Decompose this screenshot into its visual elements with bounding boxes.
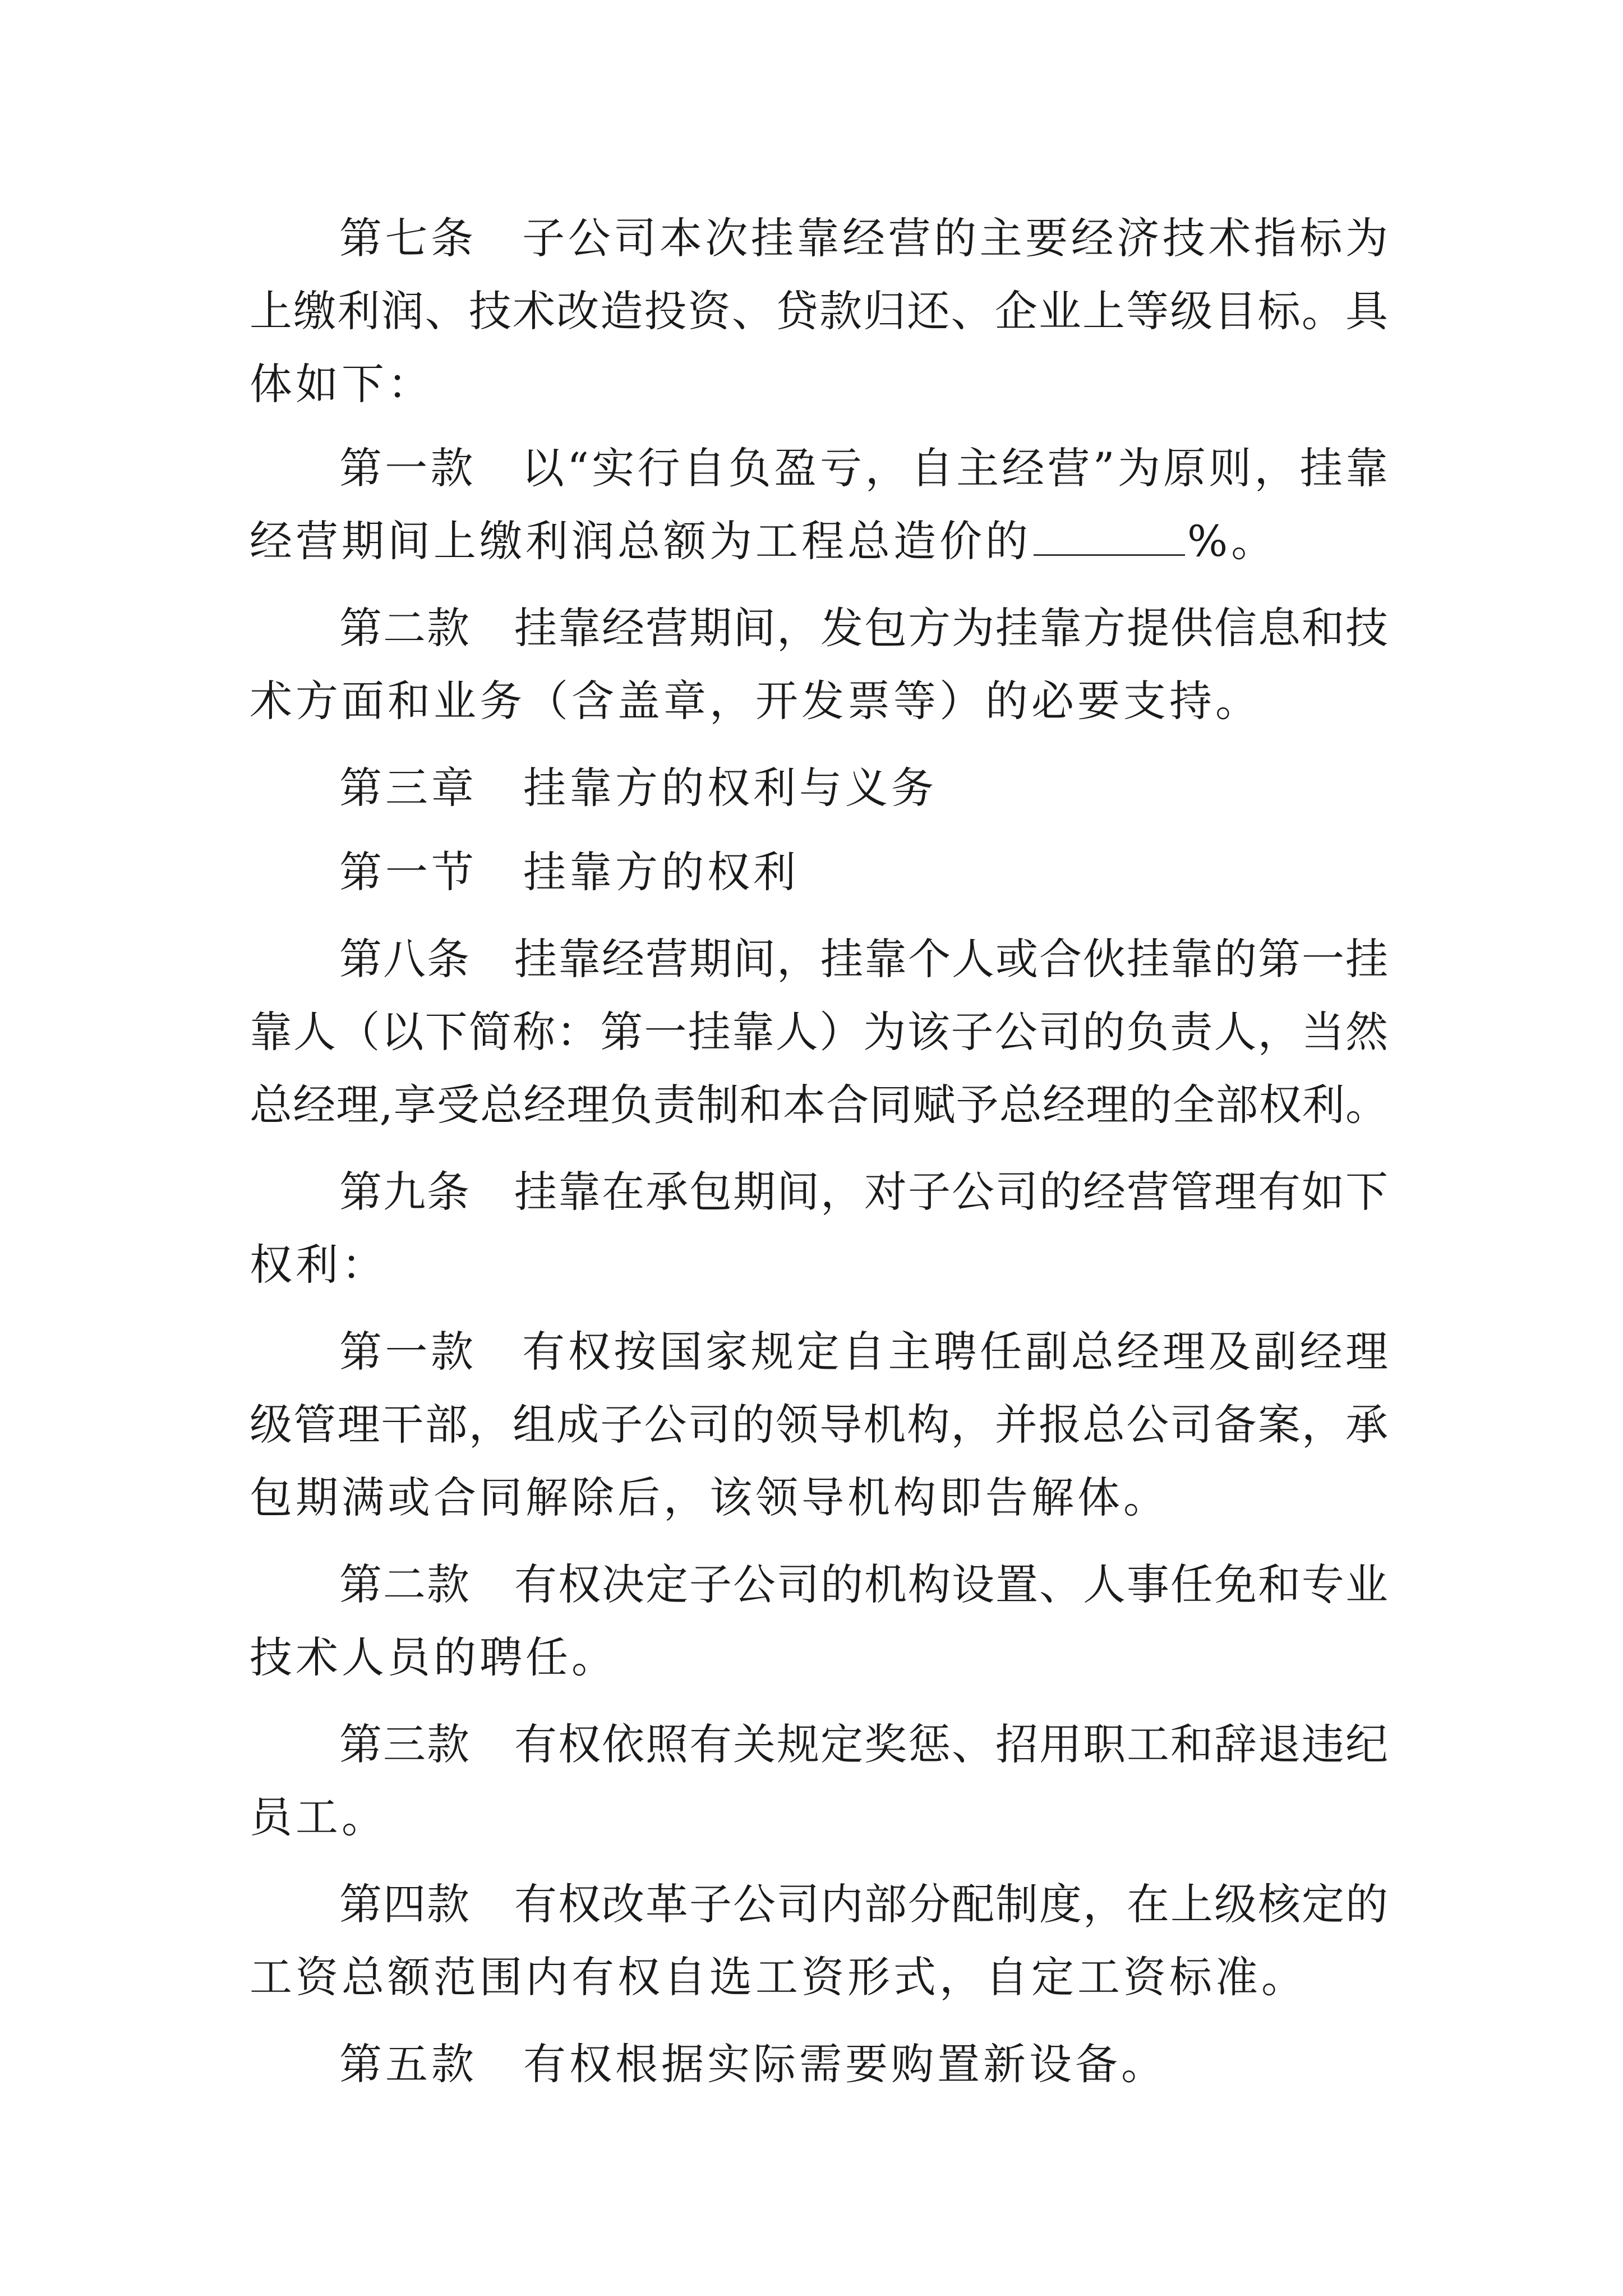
paragraph-line: 工资总额范围内有权自选工资形式，自定工资标准。 xyxy=(250,1952,1307,2002)
paragraph-line: 第四款 有权改革子公司内部分配制度，在上级核定的 xyxy=(339,1879,1388,1929)
paragraph-line: 员工。 xyxy=(250,1792,388,1842)
paragraph-line: 第一款 以“实行自负盈亏，自主经营”为原则，挂靠 xyxy=(339,443,1388,493)
paragraph-line: 总经理,享受总经理负责制和本合同赋予总经理的全部权利。 xyxy=(250,1080,1388,1130)
line-text: %。 xyxy=(1187,516,1278,566)
paragraph-line xyxy=(250,505,1388,578)
paragraph-line: 级管理干部，组成子公司的领导机构，并报总公司备案，承 xyxy=(250,1400,1388,1450)
paragraph-line: 体如下： xyxy=(250,359,434,409)
paragraph-line: 包期满或合同解除后，该领导机构即告解体。 xyxy=(250,1473,1169,1522)
paragraph-line: 第三款 有权依照有关规定奖惩、招用职工和辞退违纪 xyxy=(339,1719,1388,1769)
fill-in-blank xyxy=(1034,515,1185,556)
paragraph-line: 第二款 挂靠经营期间，发包方为挂靠方提供信息和技 xyxy=(339,603,1388,653)
paragraph-line: 第一款 有权按国家规定自主聘任副总经理及副经理 xyxy=(339,1327,1388,1377)
paragraph-line: 第七条 子公司本次挂靠经营的主要经济技术指标为 xyxy=(339,213,1388,263)
paragraph-line: 权利： xyxy=(250,1240,388,1290)
paragraph-line: 术方面和业务（含盖章，开发票等）的必要支持。 xyxy=(250,676,1261,726)
paragraph-line: 技术人员的聘任。 xyxy=(250,1632,617,1682)
paragraph-line: 第五款 有权根据实际需要购置新设备。 xyxy=(339,2039,1167,2089)
paragraph-line: 上缴利润、技术改造投资、贷款归还、企业上等级目标。具 xyxy=(250,286,1388,336)
line-text: 经营期间上缴利润总额为工程总造价的 xyxy=(250,516,1031,566)
section-heading: 第一节 挂靠方的权利 xyxy=(339,847,799,897)
paragraph-line: 第八条 挂靠经营期间，挂靠个人或合伙挂靠的第一挂 xyxy=(339,934,1388,984)
paragraph-line: 第二款 有权决定子公司的机构设置、人事任免和专业 xyxy=(339,1559,1388,1609)
paragraph-line: 第九条 挂靠在承包期间，对子公司的经营管理有如下 xyxy=(339,1167,1388,1217)
paragraph-line: 靠人（以下简称：第一挂靠人）为该子公司的负责人，当然 xyxy=(250,1007,1388,1057)
chapter-heading: 第三章 挂靠方的权利与义务 xyxy=(339,763,937,813)
